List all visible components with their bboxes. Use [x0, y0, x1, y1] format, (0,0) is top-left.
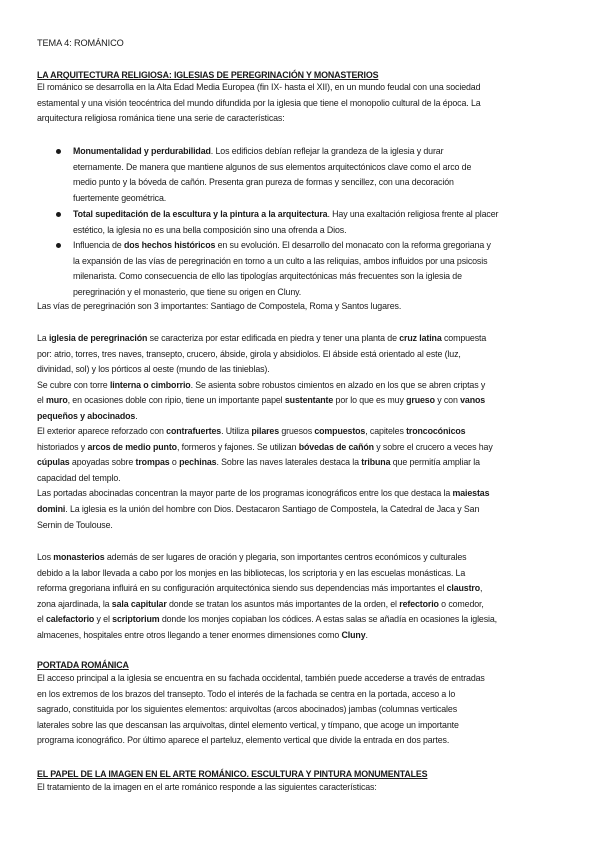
section-heading-imagen: EL PAPEL DE LA IMAGEN EN EL ARTE ROMÁNICO. ESCULTURA Y PINTURA MONUMENTALES	[37, 769, 428, 779]
bold-term: arcos de medio punto	[87, 441, 177, 452]
text-span: la expansión de las vías de peregrinación en torno a un culto a las reliquias, ambos influidos por una psicosis	[73, 255, 488, 266]
text-span: o	[169, 457, 180, 468]
text-span: El acceso principal a la iglesia se encuentra en su fachada occidental, también puede accederse a través de entradas	[37, 673, 485, 683]
bold-term: claustro	[446, 583, 481, 594]
text-span: Las vías de peregrinación son 3 importantes: Santiago de Compostela, Roma y Santos lugares.	[37, 301, 402, 311]
text-span: laterales sobre las que descansan las arquivoltas, dintel elemento vertical, y tímpano, que acoge un importante	[37, 719, 459, 730]
bold-term: linterna o cimborrio	[109, 379, 191, 390]
text-line	[37, 424, 572, 440]
text-line	[37, 393, 572, 409]
text-span: ,	[480, 583, 483, 594]
text-span: Sernin de Toulouse.	[37, 519, 113, 530]
bold-term: contrafuertes	[166, 426, 222, 437]
text-line	[37, 440, 572, 456]
paragraph-portada	[37, 671, 572, 749]
bold-term: calefactorio	[45, 614, 95, 625]
text-line: arquitectura religiosa románica tiene una serie de características:	[37, 113, 285, 124]
bold-term: muro	[45, 395, 68, 406]
text-line	[37, 486, 572, 502]
text-span: almacenes, hospitales entre otros llegando a tener enormes dimensiones como	[37, 629, 342, 640]
text-span: por lo que es muy	[333, 395, 407, 406]
text-span: .	[365, 629, 368, 640]
text-line	[73, 238, 578, 254]
section-heading-portada: PORTADA ROMÁNICA	[37, 660, 129, 670]
text-span: fuertemente geométrica.	[73, 192, 167, 203]
text-span: y el	[94, 614, 113, 625]
text-span: zona ajardinada, la	[37, 598, 112, 609]
text-span: , en ocasiones doble con ripio, tiene un importante papel	[67, 395, 285, 406]
bold-term: Monumentalidad y perdurabilidad	[73, 146, 211, 156]
text-span: donde se tratan los asuntos más importantes de la orden, el	[166, 598, 400, 609]
bold-term: tribuna	[361, 457, 391, 468]
bold-term: pechinas	[179, 457, 217, 468]
bold-term: pequeños y abocinados	[37, 410, 136, 421]
text-span: Se cubre con torre	[37, 379, 110, 390]
text-span: La	[37, 333, 49, 343]
bold-term: refectorio	[399, 598, 439, 609]
bold-term: pilares	[251, 426, 280, 437]
paragraph-imagen	[37, 780, 572, 796]
bold-term: domini	[37, 504, 66, 515]
bold-term: Cluny	[341, 629, 366, 640]
text-span: el	[37, 395, 46, 406]
text-line	[37, 597, 572, 613]
bold-term: compuestos	[314, 426, 366, 437]
bullet-text	[73, 207, 578, 238]
text-span: y sobre el crucero a veces hay	[373, 441, 493, 452]
text-line: El románico se desarrolla en la Alta Edad Media Europea (fin IX- hasta el XII), en un mundo feudal con una sociedad	[37, 82, 481, 92]
text-span: Los	[37, 552, 54, 562]
bold-term: bóvedas de cañón	[298, 441, 374, 452]
bullet-dot-icon	[56, 243, 61, 248]
text-span: medio punto y la bóveda de cañón. Presenta gran pureza de formas y sencillez, con una decoración	[73, 177, 454, 188]
text-line	[37, 331, 572, 347]
text-span: historiados y	[37, 441, 88, 452]
text-span: compuesta	[441, 333, 487, 343]
intro-paragraph	[37, 80, 572, 127]
text-span: , formeros y fajones. Se utilizan	[176, 441, 299, 452]
text-span: Las portadas abocinadas concentran la mayor parte de los programas iconográficos entre los que destaca la	[37, 488, 453, 499]
paragraph-monasterios	[37, 550, 572, 643]
text-span: .	[135, 410, 138, 421]
bold-term: sala capitular	[111, 598, 167, 609]
text-span: se caracteriza por estar edificada en piedra y tener una planta de	[147, 333, 400, 343]
text-span: . La iglesia es la unión del hombre con Dios. Destacaron Santiago de Compostela, la Catedral de Jaca y San	[65, 504, 480, 515]
text-span: por: atrio, torres, tres naves, transepto, crucero, ábside, girola y absidiolos. El ábside está orientado al este (luz,	[37, 348, 461, 359]
bold-term: vanos	[460, 395, 486, 406]
text-span: milenarista. Como consecuencia de ello las tipologías arquitectónicas más frecuentes son la iglesia de	[73, 271, 462, 282]
text-span: capacidad del templo.	[37, 472, 121, 483]
page-title: TEMA 4: ROMÁNICO	[37, 38, 124, 48]
text-span: apoyadas sobre	[69, 457, 136, 468]
text-span: o comedor,	[438, 598, 484, 609]
text-span: programa iconográfico. Por último aparece el parteluz, elemento vertical que divide la entrada en dos partes.	[37, 735, 450, 746]
bold-term: Total supeditación de la escultura y la pintura a la arquitectura	[73, 209, 328, 219]
text-span: reforma gregoriana influirá en su configuración arquitectónica siendo sus dependencias más importantes el	[37, 583, 447, 594]
text-span: el	[37, 614, 46, 625]
bold-term: troncocónicos	[406, 426, 466, 437]
text-line	[37, 628, 572, 644]
text-span: eternamente. De manera que mantiene algunos de sus elementos arquitectónicos clave como el arco de	[73, 161, 472, 172]
text-line	[37, 502, 572, 518]
bold-term: monasterios	[53, 552, 105, 562]
section-heading-arquitectura: LA ARQUITECTURA RELIGIOSA: IGLESIAS DE PEREGRINACIÓN Y MONASTERIOS	[37, 70, 379, 80]
text-span: en su evolución. El desarrollo del monacato con la reforma gregoriana y	[215, 240, 491, 250]
text-span: sagrado, constituida por los siguientes elementos: arquivoltas (arcos abocinados) jambas (columnas verticales	[37, 704, 457, 715]
text-line	[37, 378, 572, 394]
text-span: gruesos	[279, 426, 315, 437]
text-span: . Sobre las naves laterales destaca la	[216, 457, 362, 468]
bullet-text	[73, 144, 578, 206]
text-span: estético, la iglesia no es una bella composición sino una ofrenda a Dios.	[73, 224, 347, 235]
text-span: . Hay una exaltación religiosa frente al placer	[327, 209, 499, 219]
text-span: El exterior aparece reforzado con	[37, 426, 167, 437]
bullet-text	[73, 238, 578, 300]
bullet-dot-icon	[56, 212, 61, 217]
pilgrimage-routes-line	[37, 299, 572, 315]
bold-term: grueso	[406, 395, 435, 406]
text-span: , capiteles	[365, 426, 407, 437]
bold-term: trompas	[135, 457, 170, 468]
bold-term: sustentante	[284, 395, 334, 406]
text-span: divinidad, sol) y los pórticos al oeste (mundo de las tinieblas).	[37, 364, 270, 375]
text-span: y con	[434, 395, 461, 406]
paragraph-iglesia	[37, 331, 572, 533]
bold-term: cúpulas	[37, 457, 70, 468]
text-line	[37, 409, 572, 425]
text-line	[73, 207, 578, 223]
text-span: Influencia de	[73, 240, 124, 250]
bullet-dot-icon	[56, 149, 61, 154]
text-line	[37, 550, 572, 566]
text-span: . Utiliza	[221, 426, 252, 437]
text-line	[37, 455, 572, 471]
text-line	[37, 612, 572, 628]
text-span: además de ser lugares de oración y plegaria, son importantes centros económicos y culturales	[104, 552, 467, 562]
text-span: . Los edificios debían reflejar la grandeza de la iglesia y durar	[210, 146, 444, 156]
text-span: debido a la labor llevada a cabo por los monjes en las bibliotecas, los scriptoria y en las escuelas monásticas. La	[37, 567, 466, 578]
bold-term: maiestas	[452, 488, 490, 499]
bold-term: dos hechos históricos	[123, 240, 216, 250]
bold-term: iglesia de peregrinación	[48, 333, 148, 343]
text-span: peregrinación y el monasterio, que tiene su origen en Cluny.	[73, 286, 302, 297]
text-line: estamental y una visión teocéntrica del mundo difundida por la iglesia que tiene el monopolio cultural de la época. La	[37, 97, 481, 108]
text-span: donde los monjes copiaban los códices. A estas salas se añadía en ocasiones la iglesia,	[159, 614, 498, 625]
bold-term: scriptorium	[112, 614, 160, 625]
bold-term: cruz latina	[399, 333, 442, 343]
text-span: El tratamiento de la imagen en el arte románico responde a las siguientes características:	[37, 782, 377, 792]
text-line	[37, 581, 572, 597]
text-span: . Se asienta sobre robustos cimientos en alzado en los que se abren criptas y	[190, 379, 486, 390]
text-span: en los extremos de los brazos del transepto. Todo el interés de la fachada se centra en la portada, acceso a lo	[37, 688, 456, 699]
text-line	[73, 144, 578, 160]
text-span: que permitía ampliar la	[390, 457, 480, 468]
